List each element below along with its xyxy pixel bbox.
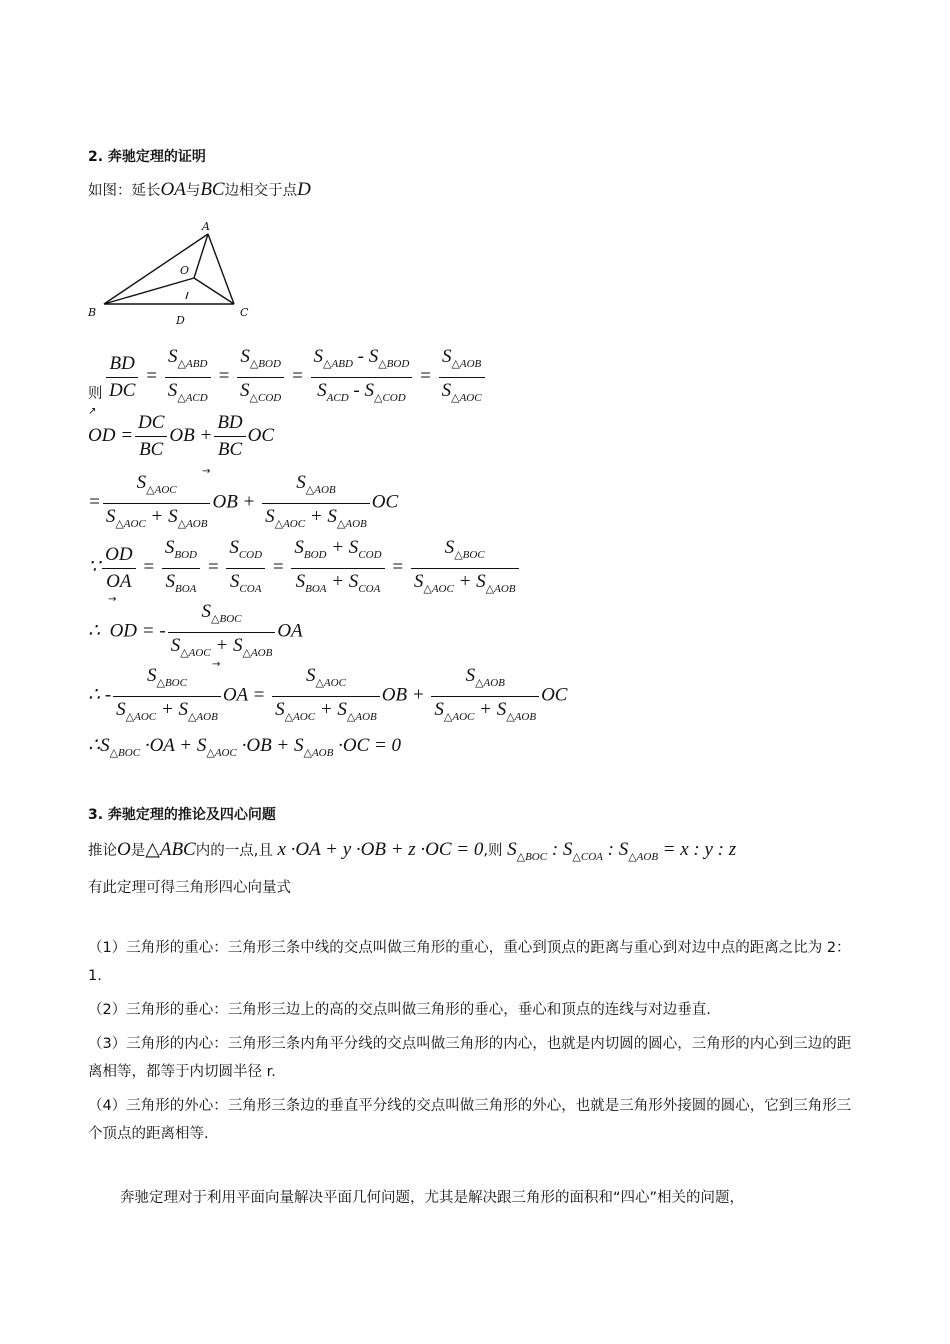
label-a: A (202, 220, 210, 233)
item-circumcenter: （4）三角形的外心：三角形三条边的垂直平分线的交点叫做三角形的外心，也就是三角形外接圆的圆心，它到三角形三个顶点的距离相等. (88, 1098, 852, 1142)
vector-mark-4: → (212, 659, 221, 670)
section-3-heading: 3. 奔驰定理的推论及四心问题 (88, 807, 276, 823)
equation-therefore-od: ∴ OD = - $\frac{S_{\triangle BOC}}{S_{\triangle AOC} + S_{\triangle AOB}}$ OA (88, 601, 303, 659)
item-incenter: （3）三角形的内心：三角形三条内角平分线的交点叫做三角形的内心，也就是内切圆的圆心，三角形的内心到三边的距离相等，都等于内切圆半径 r. (88, 1036, 852, 1080)
corollary-then: ,则 (483, 843, 503, 859)
vector-mark-1: ↗ (88, 406, 97, 417)
equation-od: OD = $\frac{DC}{BC}$ OB + $\frac{BD}{BC}$ OC (88, 412, 275, 460)
corollary-ratio-rhs: = x : y : z (662, 839, 737, 860)
equation-because: ∵ $\frac{OD}{OA}$ = $\frac{S_{BOD}}{S_{BOA}}$ = $\frac{S_{COD}}{S_{COA}}$ = $\frac{S_{BOD} + S_{COD}}{S_{BOA} + S_{COA}}$ = $\frac{S_{\triangle BOC}}{S_{\triangle AOC} + S_{\triangle AOB}}$ (88, 537, 521, 600)
section-2-heading: 2. 奔驰定理的证明 (88, 149, 206, 165)
vector-mark-2: → (202, 466, 211, 477)
intro-mid: 边相交于点 (224, 183, 298, 199)
label-d: D (176, 314, 185, 327)
equation-therefore-sum: ∴ - $\frac{S_{\triangle BOC}}{S_{\triangle AOC} + S_{\triangle AOB}}$ OA = $\frac{S_{\triangle AOC}}{S_{\triangle AOC} + S_{\triangle AOB}}$ OB + $\frac{S_{\triangle AOB}}{S_{\triangle AOC} + S_{\triangle AOB}}$ OC (88, 665, 568, 723)
equation-final: $\therefore S_{\triangle BOC} \cdot OA + S_{\triangle AOC} \cdot OB + S_{\triangle AOB} \cdot OC = 0$ (88, 735, 402, 759)
intro-prefix: 如图：延长 (88, 183, 161, 199)
equation-ratio: $\frac{BD}{DC}$ = $\frac{S_{\triangle ABD}}{S_{\triangle ACD}}$ = $\frac{S_{\triangle BOD}}{S_{\triangle COD}}$ = $\frac{S_{\triangle ABD} - S_{\triangle BOD}}{S_{ACD} - S_{\triangle COD}}$ = $\frac{S_{\triangle AOB}}{S_{\triangle AOC}}$ (104, 346, 487, 409)
then-word: 则 (88, 386, 103, 402)
corollary-ratio: $S_{\triangle BOC}$ : $S_{\triangle COA}$ : $S_{\triangle AOB}$ (507, 839, 659, 863)
corollary-equation: x ·OA + y ·OB + z ·OC = 0 (277, 839, 484, 860)
vector-mark-3: → (108, 594, 117, 605)
label-c: C (240, 306, 249, 319)
corollary-prefix: 推论 (88, 843, 117, 859)
derive-text: 有此定理可得三角形四心向量式 (88, 880, 291, 896)
section-2-intro (88, 180, 311, 201)
corollary-mid: 内的一点,且 (195, 843, 273, 859)
closing-paragraph: 奔驰定理对于利用平面向量解决平面几何问题，尤其是解决跟三角形的面积和“四心”相关的问题， (120, 1190, 745, 1206)
triangle-figure (84, 216, 264, 331)
intro-oa: OA (160, 179, 186, 200)
label-o: O (180, 264, 190, 277)
intro-with: 与 (185, 183, 201, 199)
item-centroid: （1）三角形的重心：三角形三条中线的交点叫做三角形的重心，重心到顶点的距离与重心到对边中点的距离之比为 2：1. (88, 940, 851, 984)
corollary-triangle: △ABC (145, 839, 196, 860)
corollary-o: O (117, 839, 131, 860)
corollary-line (88, 840, 736, 867)
label-b: B (88, 306, 97, 319)
item-orthocenter: （2）三角形的垂心：三角形三边上的高的交点叫做三角形的垂心，垂心和顶点的连线与对边垂直. (88, 1002, 711, 1018)
equation-od-area: = $\frac{S_{\triangle AOC}}{S_{\triangle AOC} + S_{\triangle AOB}}$ OB + $\frac{S_{\triangle AOB}}{S_{\triangle AOC} + S_{\triangle AOB}}$ OC (88, 472, 399, 530)
intro-bc: BC (200, 179, 225, 200)
corollary-is: 是 (130, 843, 146, 859)
intro-d: D (297, 179, 311, 200)
